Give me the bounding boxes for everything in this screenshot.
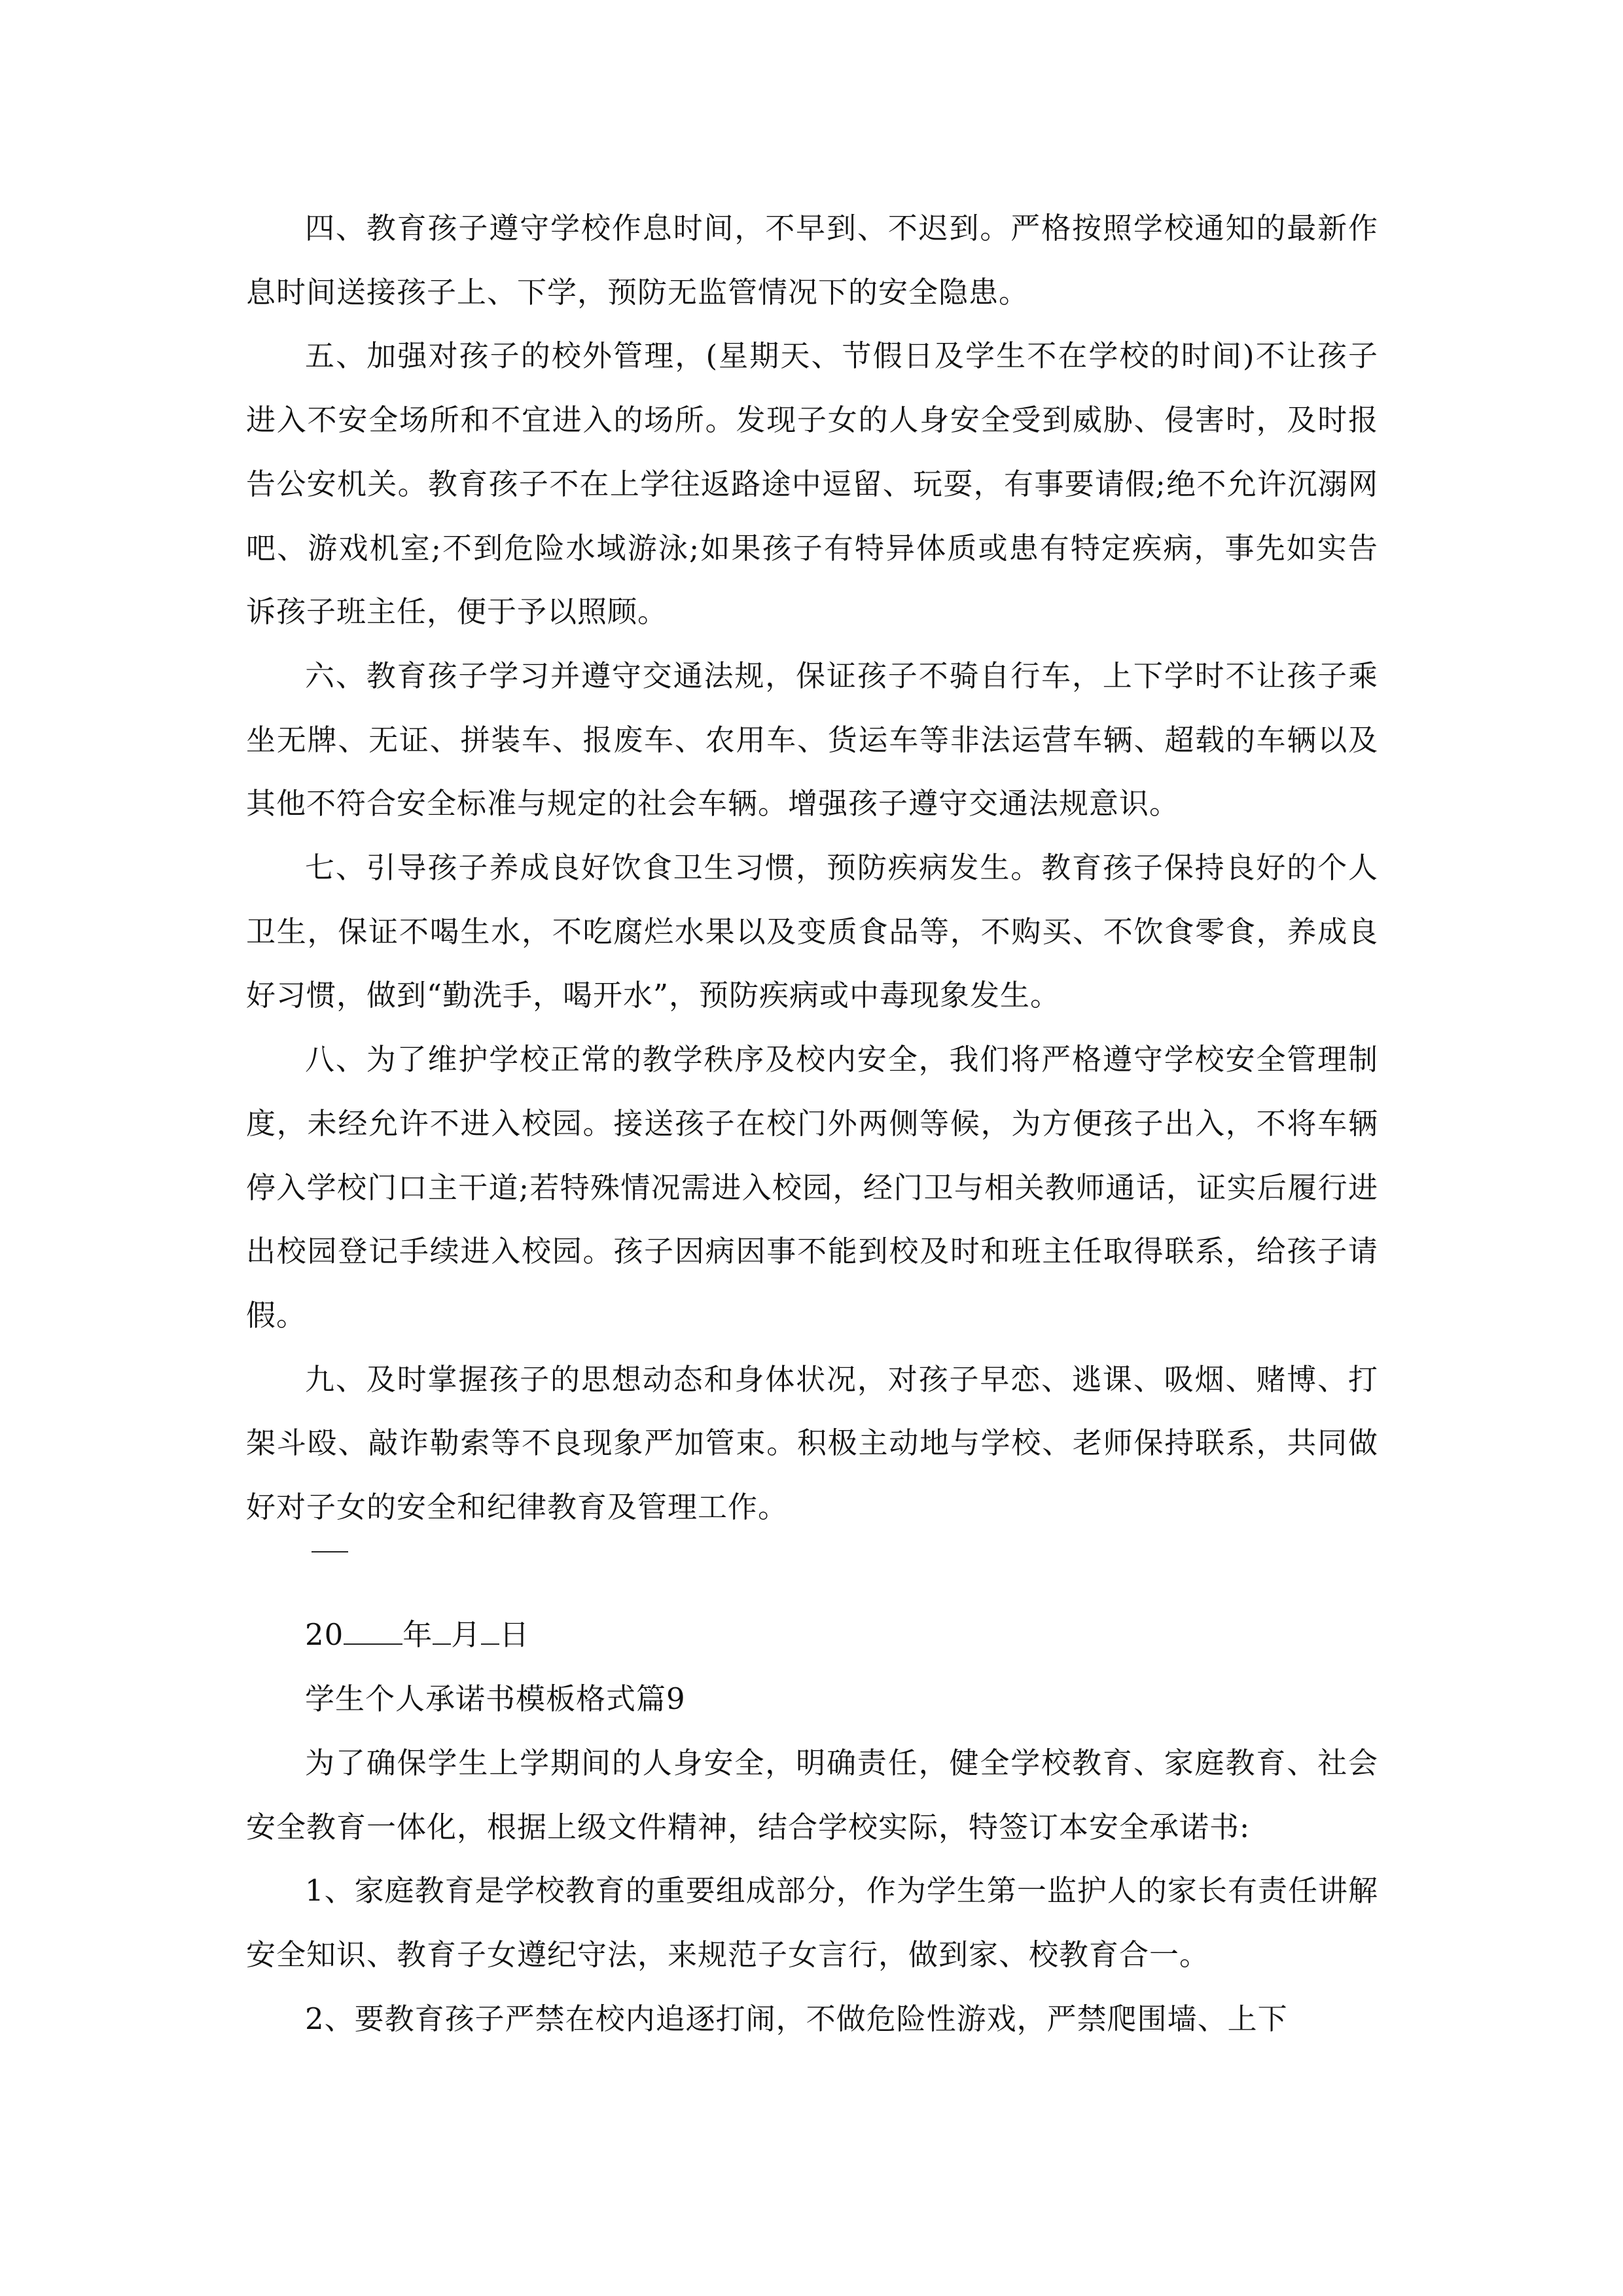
signature-dash: [312, 1551, 348, 1552]
date-month-blank: [433, 1621, 451, 1645]
date-line: [246, 1603, 1378, 1667]
paragraph-item-5: 五、加强对孩子的校外管理，(星期天、节假日及学生不在学校的时间)不让孩子进入不安全场所和不宜进入的场所。发现子女的人身安全受到威胁、侵害时，及时报告公安机关。教育孩子不在上学往返路途中逗留、玩耍，有事要请假;绝不允许沉溺网吧、游戏机室;不到危险水域游泳;如果孩子有特异体质或患有特定疾病，事先如实告诉孩子班主任，便于予以照顾。: [246, 338, 1378, 630]
date-prefix: 20: [305, 1617, 344, 1653]
commitment-item-2: 2、要教育孩子严禁在校内追逐打闹，不做危险性游戏，严禁爬围墙、上下: [305, 2001, 1288, 2036]
commitment-item-1: 1、家庭教育是学校教育的重要组成部分，作为学生第一监护人的家长有责任讲解安全知识、教育子女遵纪守法，来规范子女言行，做到家、校教育合一。: [246, 1873, 1378, 1972]
paragraph-item-9: 九、及时掌握孩子的思想动态和身体状况，对孩子早恋、逃课、吸烟、赌博、打架斗殴、敲诈勒索等不良现象严加管束。积极主动地与学校、老师保持联系，共同做好对子女的安全和纪律教育及管理工作。: [246, 1361, 1378, 1525]
document-body: [246, 196, 1378, 2051]
paragraph-item-4: 四、教育孩子遵守学校作息时间，不早到、不迟到。严格按照学校通知的最新作息时间送接孩子上、下学，预防无监管情况下的安全隐患。: [246, 211, 1378, 310]
section-title: 学生个人承诺书模板格式篇9: [305, 1681, 686, 1717]
date-month-label: 月: [451, 1617, 482, 1653]
date-year-blank: [344, 1621, 402, 1645]
date-day-blank: [481, 1621, 499, 1645]
paragraph-item-8: 八、为了维护学校正常的教学秩序及校内安全，我们将严格遵守学校安全管理制度，未经允许不进入校园。接送孩子在校门外两侧等候，为方便孩子出入，不将车辆停入学校门口主干道;若特殊情况需进入校园，经门卫与相关教师通话，证实后履行进出校园登记手续进入校园。孩子因病因事不能到校及时和班主任取得联系，给孩子请假。: [246, 1042, 1378, 1333]
signature-blank-line: [246, 1539, 1378, 1604]
date-day-label: 日: [499, 1617, 530, 1653]
date-year-label: 年: [402, 1617, 433, 1653]
paragraph-item-6: 六、教育孩子学习并遵守交通法规，保证孩子不骑自行车，上下学时不让孩子乘坐无牌、无证、拼装车、报废车、农用车、货运车等非法运营车辆、超载的车辆以及其他不符合安全标准与规定的社会车辆。增强孩子遵守交通法规意识。: [246, 658, 1378, 821]
paragraph-item-7: 七、引导孩子养成良好饮食卫生习惯，预防疾病发生。教育孩子保持良好的个人卫生，保证不喝生水，不吃腐烂水果以及变质食品等，不购买、不饮食零食，养成良好习惯，做到“勤洗手，喝开水”，预防疾病或中毒现象发生。: [246, 850, 1378, 1013]
intro-paragraph: 为了确保学生上学期间的人身安全，明确责任，健全学校教育、家庭教育、社会安全教育一体化，根据上级文件精神，结合学校实际，特签订本安全承诺书:: [246, 1745, 1378, 1844]
